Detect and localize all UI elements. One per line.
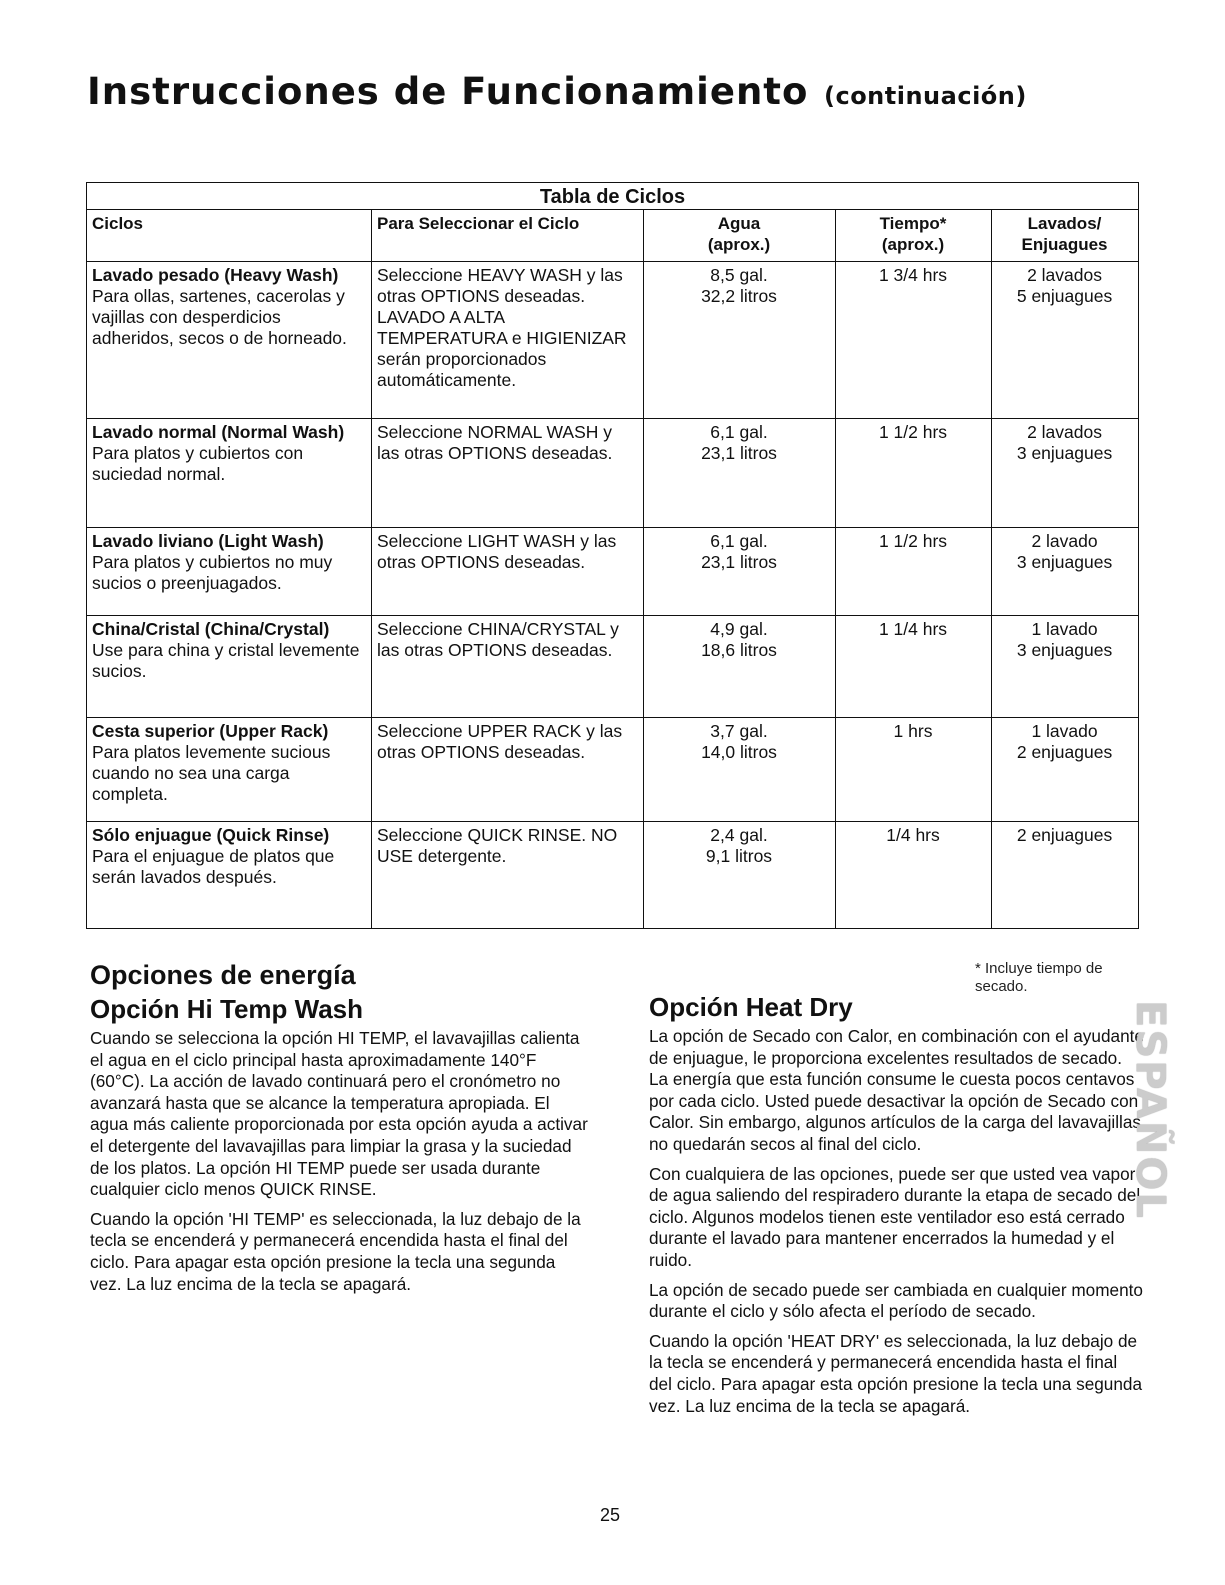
header-tiempo-label: Tiempo* <box>879 214 947 233</box>
cycle-cell <box>87 528 372 616</box>
cycle-name: Cesta superior (Upper Rack) <box>92 721 329 741</box>
water-gal: 6,1 gal. <box>710 531 768 551</box>
header-agua-sub: (aprox.) <box>707 235 771 254</box>
cycle-desc: Para ollas, sartenes, cacerolas y vajillas con desperdicios adheridos, secos o de horneado. <box>92 286 347 348</box>
rinses: 5 enjuagues <box>1016 286 1113 306</box>
table-footnote: * Incluye tiempo de secado. <box>975 960 1103 995</box>
page-title-continuation: (continuación) <box>824 82 1027 110</box>
time-cell: 1 1/2 hrs <box>836 419 992 528</box>
heat-dry-paragraph-2: Con cualquiera de las opciones, puede ser que usted vea vapor de agua saliendo del respiradero durante la etapa de secado del ciclo. Algunos modelos tienen este ventilador eso está cerrado durante el lavado para mantener encerrados la humedad y el ruido. <box>649 1163 1141 1270</box>
select-cell: Seleccione QUICK RINSE. NO USE detergente. <box>372 822 644 929</box>
water-cell <box>644 262 836 419</box>
rinses: 3 enjuagues <box>1016 552 1113 572</box>
water-cell <box>644 528 836 616</box>
washes: 2 lavado <box>1031 531 1098 551</box>
cycle-desc: Para platos y cubiertos con suciedad normal. <box>92 443 304 484</box>
language-side-tab-label: ESPAÑOL <box>1127 1000 1173 1220</box>
hi-temp-heading: Opción Hi Temp Wash <box>90 994 364 1024</box>
time-cell: 1 1/4 hrs <box>836 616 992 718</box>
rinses: 3 enjuagues <box>1016 640 1113 660</box>
cycle-desc: Use para china y cristal levemente sucios. <box>92 640 360 681</box>
table-row <box>87 262 1139 419</box>
washes-cell <box>992 419 1139 528</box>
header-agua-label: Agua <box>717 214 761 233</box>
washes: 2 enjuagues <box>1016 825 1113 845</box>
water-liters: 18,6 litros <box>701 640 777 660</box>
heat-dry-paragraph-4: Cuando la opción 'HEAT DRY' es seleccionada, la luz debajo de la tecla se encenderá y permanecerá encendida hasta el final del ciclo. Para apagar esta opción presione la tecla una segunda vez. La luz encima de la tecla se apagará. <box>649 1330 1143 1416</box>
time-cell: 1 hrs <box>836 718 992 822</box>
washes-cell <box>992 616 1139 718</box>
cycle-desc: Para platos levemente sucious cuando no sea una carga completa. <box>92 742 331 804</box>
cycle-cell <box>87 822 372 929</box>
header-agua <box>644 210 836 262</box>
table-row <box>87 528 1139 616</box>
cycle-cell <box>87 718 372 822</box>
heat-dry-paragraph-3: La opción de secado puede ser cambiada en cualquier momento durante el ciclo y sólo afecta el período de secado. <box>649 1279 1143 1322</box>
cycle-cell <box>87 262 372 419</box>
water-gal: 2,4 gal. <box>710 825 768 845</box>
washes-cell <box>992 718 1139 822</box>
cycle-name: Lavado normal (Normal Wash) <box>92 422 345 442</box>
time-cell: 1/4 hrs <box>836 822 992 929</box>
right-column <box>649 990 1144 1425</box>
table-caption: Tabla de Ciclos <box>87 183 1139 210</box>
table-row <box>87 616 1139 718</box>
language-side-tab <box>1125 1000 1175 1220</box>
time-cell: 1 3/4 hrs <box>836 262 992 419</box>
page-title-main: Instrucciones de Funcionamiento <box>87 70 809 113</box>
select-cell: Seleccione CHINA/CRYSTAL y las otras OPTIONS deseadas. <box>372 616 644 718</box>
header-seleccionar: Para Seleccionar el Ciclo <box>372 210 644 262</box>
water-gal: 8,5 gal. <box>710 265 768 285</box>
page-number: 25 <box>600 1505 621 1525</box>
water-gal: 4,9 gal. <box>710 619 768 639</box>
cycle-table <box>86 182 1139 929</box>
cycle-name: Sólo enjuague (Quick Rinse) <box>92 825 330 845</box>
hi-temp-paragraph-2: Cuando la opción 'HI TEMP' es seleccionada, la luz debajo de la tecla se encenderá y permanecerá encendida hasta el final del ciclo. Para apagar esta opción presione la tecla una segunda vez. La luz encima de la tecla se apagará. <box>90 1208 581 1294</box>
header-ciclos: Ciclos <box>87 210 372 262</box>
cycle-name: Lavado pesado (Heavy Wash) <box>92 265 339 285</box>
page-title <box>87 70 1027 113</box>
water-liters: 23,1 litros <box>701 552 777 572</box>
cycle-cell <box>87 616 372 718</box>
hi-temp-paragraph-1: Cuando se selecciona la opción HI TEMP, el lavavajillas calienta el agua en el ciclo principal hasta aproximadamente 140°F (60°C). La acción de lavado continuará pero el cronómetro no avanzará hasta que se alcance la temperatura apropiada. El agua más caliente proporcionada por esta opción ayuda a activar el detergente del lavavajillas para limpiar la grasa y la suciedad de los platos. La opción HI TEMP puede ser usada durante cualquier ciclo menos QUICK RINSE. <box>90 1028 588 1200</box>
cycle-name: China/Cristal (China/Crystal) <box>92 619 330 639</box>
washes-cell <box>992 528 1139 616</box>
header-lavados-sub: Enjuagues <box>1021 235 1108 254</box>
water-gal: 6,1 gal. <box>710 422 768 442</box>
cycle-desc: Para platos y cubiertos no muy sucios o preenjuagados. <box>92 552 333 593</box>
table-row <box>87 822 1139 929</box>
water-liters: 23,1 litros <box>701 443 777 463</box>
header-lavados-label: Lavados/ <box>1027 214 1102 233</box>
header-tiempo <box>836 210 992 262</box>
table-row <box>87 419 1139 528</box>
energy-options-heading: Opciones de energía <box>90 960 356 990</box>
washes: 2 lavados <box>1027 265 1102 285</box>
water-liters: 32,2 litros <box>701 286 777 306</box>
heat-dry-paragraph-1: La opción de Secado con Calor, en combinación con el ayudante de enjuague, le proporciona excelentes resultados de secado. La energía que esta función consume le cuesta pocos centavos por cada ciclo. Usted puede desactivar la opción de Secado con Calor. Sin embargo, algunos artículos de la carga del lavavajillas no quedarán secos al final del ciclo. <box>649 1026 1144 1154</box>
table-row <box>87 718 1139 822</box>
cycle-cell <box>87 419 372 528</box>
header-tiempo-sub: (aprox.) <box>881 235 945 254</box>
washes: 1 lavado <box>1031 619 1098 639</box>
washes: 2 lavados <box>1027 422 1102 442</box>
time-cell: 1 1/2 hrs <box>836 528 992 616</box>
cycle-desc: Para el enjuague de platos que serán lavados después. <box>92 846 335 887</box>
rinses: 2 enjuagues <box>1016 742 1113 762</box>
select-cell: Seleccione HEAVY WASH y las otras OPTIONS deseadas. LAVADO A ALTA TEMPERATURA e HIGIENIZAR serán proporcionados automáticamente. <box>372 262 644 419</box>
water-gal: 3,7 gal. <box>710 721 768 741</box>
water-cell <box>644 419 836 528</box>
washes-cell <box>992 262 1139 419</box>
washes: 1 lavado <box>1031 721 1098 741</box>
water-liters: 9,1 litros <box>705 846 773 866</box>
header-lavados <box>992 210 1139 262</box>
left-column <box>90 958 590 1303</box>
water-cell <box>644 822 836 929</box>
select-cell: Seleccione NORMAL WASH y las otras OPTIONS deseadas. <box>372 419 644 528</box>
heat-dry-heading: Opción Heat Dry <box>649 992 853 1022</box>
washes-cell <box>992 822 1139 929</box>
water-liters: 14,0 litros <box>701 742 777 762</box>
rinses: 3 enjuagues <box>1016 443 1113 463</box>
water-cell <box>644 718 836 822</box>
cycle-name: Lavado liviano (Light Wash) <box>92 531 324 551</box>
select-cell: Seleccione LIGHT WASH y las otras OPTIONS deseadas. <box>372 528 644 616</box>
water-cell <box>644 616 836 718</box>
select-cell: Seleccione UPPER RACK y las otras OPTIONS deseadas. <box>372 718 644 822</box>
